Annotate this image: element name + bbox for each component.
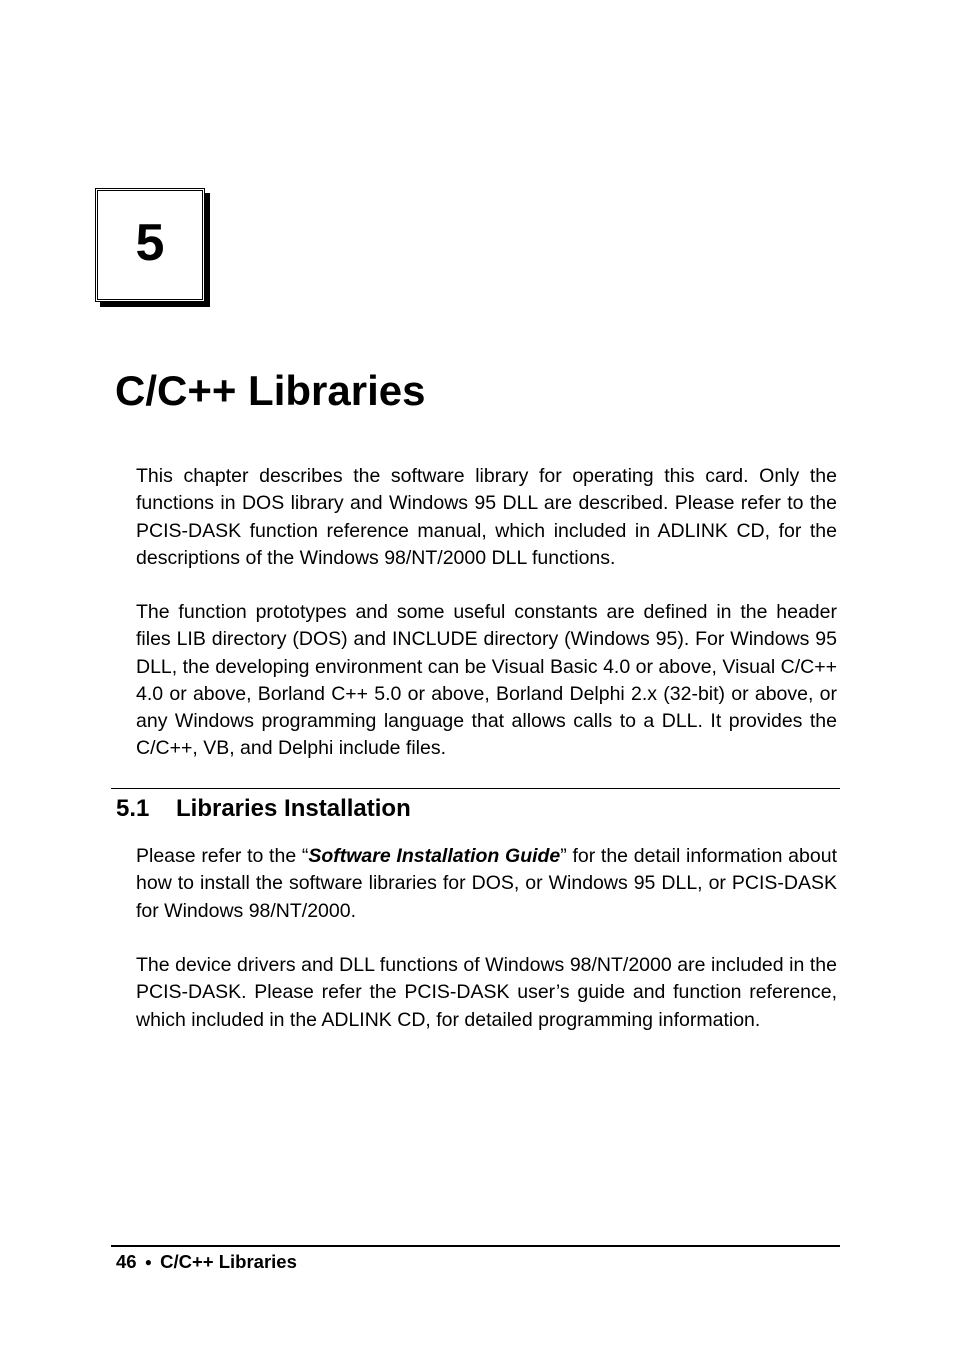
bullet-icon: ● <box>144 1255 152 1269</box>
section-paragraph-1 <box>136 843 837 925</box>
intro-paragraph-1: This chapter describes the software library for operating this card. Only the functions in DOS library and Windows 95 DLL are described. Please refer to the PCIS-DASK function reference manual, which included in ADLINK CD, for the descriptions of the Windows 98/NT/2000 DLL functions. <box>136 465 837 569</box>
footer-chapter-title: C/C++ Libraries <box>160 1251 297 1272</box>
section-number: 5.1 <box>116 795 150 822</box>
section-paragraph-1-pre: Please refer to the “ <box>136 845 309 867</box>
page-number: 46 <box>116 1251 137 1272</box>
section-heading <box>116 794 411 824</box>
section-divider <box>111 788 840 789</box>
section-paragraph-2: The device drivers and DLL functions of Windows 98/NT/2000 are included in the PCIS-DASK. Please refer the PCIS-DASK user’s guide and function reference, which included in the ADLINK CD, for detailed programming information. <box>136 954 837 1031</box>
software-installation-guide-title: Software Installation Guide <box>308 845 561 867</box>
chapter-title: C/C++ Libraries <box>115 367 426 414</box>
page-footer <box>116 1250 297 1274</box>
chapter-number: 5 <box>135 214 165 272</box>
chapter-number-box <box>95 188 205 302</box>
section-paragraph-1-post: ” for the detail information about how to install the software libraries for DOS, or Windows 95 DLL, or PCIS-DASK for Windows 98/NT/2000. <box>136 845 837 922</box>
intro-paragraph-2: The function prototypes and some useful constants are defined in the header files LIB directory (DOS) and INCLUDE directory (Windows 95). For Windows 95 DLL, the developing environment can be Visual Basic 4.0 or above, Visual C/C++ 4.0 or above, Borland C++ 5.0 or above, Borland Delphi 2.x (32-bit) or above, or any Windows programming language that allows calls to a DLL. It provides the C/C++, VB, and Delphi include files. <box>136 601 837 760</box>
section-title: Libraries Installation <box>176 795 411 822</box>
footer-divider <box>111 1245 840 1247</box>
